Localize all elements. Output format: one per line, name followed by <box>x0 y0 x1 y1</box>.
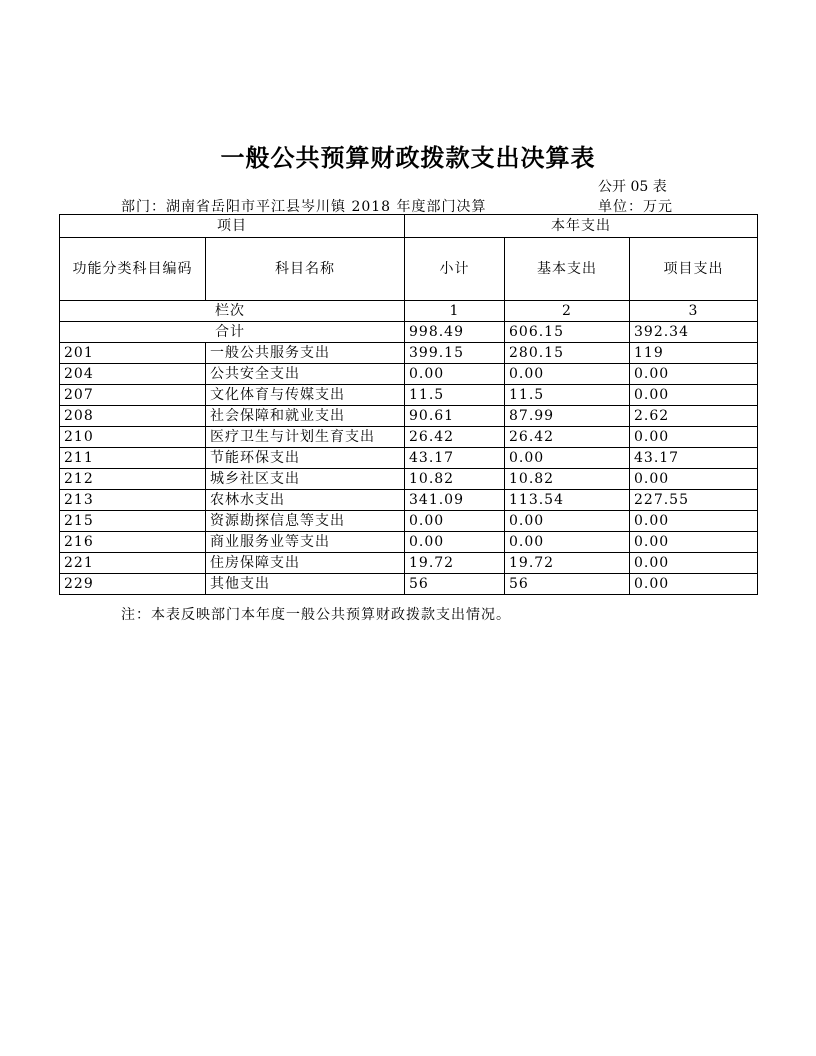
table-row <box>60 469 758 490</box>
budget-table <box>59 214 758 595</box>
table-row <box>60 427 758 448</box>
row-project: 0.00 <box>630 532 758 553</box>
column-number-1: 1 <box>405 301 505 322</box>
total-basic: 606.15 <box>505 322 630 343</box>
row-project: 0.00 <box>630 511 758 532</box>
row-project: 0.00 <box>630 469 758 490</box>
row-subtotal: 11.5 <box>405 385 505 406</box>
row-subtotal: 399.15 <box>405 343 505 364</box>
table-row <box>60 511 758 532</box>
row-project: 0.00 <box>630 553 758 574</box>
header-basic: 基本支出 <box>505 238 630 301</box>
row-basic: 56 <box>505 574 630 595</box>
row-project: 2.62 <box>630 406 758 427</box>
column-number-2: 2 <box>505 301 630 322</box>
form-number: 公开 05 表 <box>598 179 667 195</box>
row-code: 207 <box>60 385 206 406</box>
row-basic: 0.00 <box>505 532 630 553</box>
table-row <box>60 343 758 364</box>
table-row <box>60 532 758 553</box>
row-name: 公共安全支出 <box>206 364 405 385</box>
row-name: 一般公共服务支出 <box>206 343 405 364</box>
row-name: 资源勘探信息等支出 <box>206 511 405 532</box>
row-code: 211 <box>60 448 206 469</box>
row-project: 0.00 <box>630 427 758 448</box>
row-name: 农林水支出 <box>206 490 405 511</box>
row-basic: 11.5 <box>505 385 630 406</box>
header-row-1 <box>60 215 758 238</box>
row-project: 0.00 <box>630 385 758 406</box>
table-row <box>60 364 758 385</box>
total-project: 392.34 <box>630 322 758 343</box>
row-project: 227.55 <box>630 490 758 511</box>
table-row <box>60 385 758 406</box>
row-name: 商业服务业等支出 <box>206 532 405 553</box>
row-project: 0.00 <box>630 364 758 385</box>
page-title: 一般公共预算财政拨款支出决算表 <box>220 144 596 172</box>
row-basic: 280.15 <box>505 343 630 364</box>
row-name: 文化体育与传媒支出 <box>206 385 405 406</box>
table-row <box>60 553 758 574</box>
row-name: 医疗卫生与计划生育支出 <box>206 427 405 448</box>
row-code: 210 <box>60 427 206 448</box>
table-row <box>60 574 758 595</box>
row-subtotal: 26.42 <box>405 427 505 448</box>
total-row <box>60 322 758 343</box>
row-subtotal: 0.00 <box>405 532 505 553</box>
row-subtotal: 0.00 <box>405 511 505 532</box>
row-name: 城乡社区支出 <box>206 469 405 490</box>
table-row <box>60 406 758 427</box>
total-subtotal: 998.49 <box>405 322 505 343</box>
row-basic: 19.72 <box>505 553 630 574</box>
row-subtotal: 43.17 <box>405 448 505 469</box>
row-code: 216 <box>60 532 206 553</box>
row-basic: 26.42 <box>505 427 630 448</box>
row-code: 215 <box>60 511 206 532</box>
header-row-2 <box>60 238 758 301</box>
row-code: 212 <box>60 469 206 490</box>
row-project: 0.00 <box>630 574 758 595</box>
row-code: 213 <box>60 490 206 511</box>
header-project: 项目 <box>60 215 405 238</box>
row-subtotal: 10.82 <box>405 469 505 490</box>
row-code: 229 <box>60 574 206 595</box>
header-name: 科目名称 <box>206 238 405 301</box>
row-name: 其他支出 <box>206 574 405 595</box>
row-basic: 0.00 <box>505 511 630 532</box>
table-row <box>60 448 758 469</box>
row-basic: 113.54 <box>505 490 630 511</box>
row-subtotal: 341.09 <box>405 490 505 511</box>
header-subtotal: 小计 <box>405 238 505 301</box>
row-basic: 0.00 <box>505 364 630 385</box>
row-subtotal: 19.72 <box>405 553 505 574</box>
row-subtotal: 90.61 <box>405 406 505 427</box>
unit-label: 单位：万元 <box>598 199 673 215</box>
footnote: 注：本表反映部门本年度一般公共预算财政拨款支出情况。 <box>121 607 511 623</box>
department-label: 部门：湖南省岳阳市平江县岑川镇 2018 年度部门决算 <box>121 199 487 215</box>
row-subtotal: 56 <box>405 574 505 595</box>
row-code: 204 <box>60 364 206 385</box>
row-basic: 10.82 <box>505 469 630 490</box>
row-basic: 87.99 <box>505 406 630 427</box>
column-number-label: 栏次 <box>60 301 405 322</box>
row-code: 208 <box>60 406 206 427</box>
row-name: 节能环保支出 <box>206 448 405 469</box>
row-name: 住房保障支出 <box>206 553 405 574</box>
row-project: 43.17 <box>630 448 758 469</box>
row-subtotal: 0.00 <box>405 364 505 385</box>
header-current-year: 本年支出 <box>405 215 758 238</box>
row-code: 221 <box>60 553 206 574</box>
row-code: 201 <box>60 343 206 364</box>
header-code: 功能分类科目编码 <box>60 238 206 301</box>
row-project: 119 <box>630 343 758 364</box>
column-number-row <box>60 301 758 322</box>
table-row <box>60 490 758 511</box>
row-basic: 0.00 <box>505 448 630 469</box>
total-label: 合计 <box>60 322 405 343</box>
header-project-expense: 项目支出 <box>630 238 758 301</box>
column-number-3: 3 <box>630 301 758 322</box>
row-name: 社会保障和就业支出 <box>206 406 405 427</box>
